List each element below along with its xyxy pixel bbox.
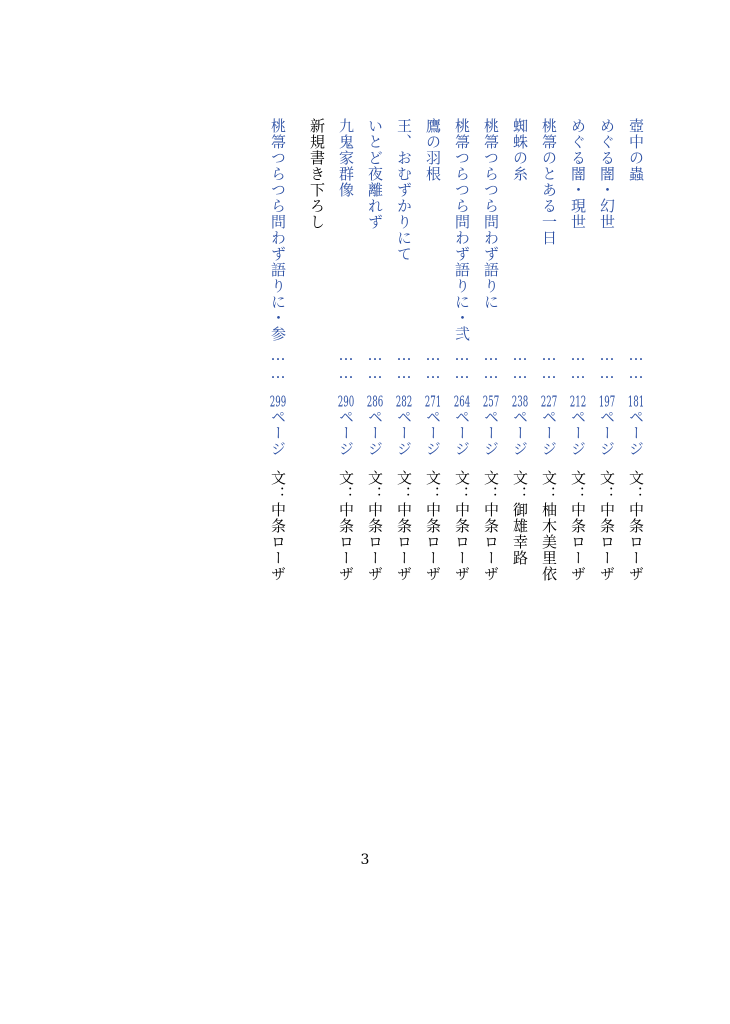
toc-entry bbox=[505, 118, 534, 598]
toc-entry-page-suffix: ページ bbox=[269, 409, 287, 457]
toc-entry-author: 文：中条ローザ bbox=[337, 470, 355, 582]
toc-entry-page-suffix: ページ bbox=[337, 409, 355, 457]
toc-entry-page[interactable] bbox=[534, 394, 563, 457]
toc-entry-page-suffix: ページ bbox=[540, 409, 558, 457]
toc-entry-title[interactable]: めぐる闇・幻世 bbox=[598, 118, 616, 230]
toc-entry bbox=[263, 118, 292, 598]
toc-entry-page[interactable] bbox=[592, 394, 621, 457]
toc-entry-page-suffix: ページ bbox=[627, 409, 645, 457]
toc-entry bbox=[621, 118, 650, 598]
toc-entry-leader: …… bbox=[598, 346, 616, 382]
toc-entry-page[interactable] bbox=[360, 394, 389, 457]
toc-entry-page[interactable] bbox=[263, 394, 292, 457]
toc-entry bbox=[331, 118, 360, 598]
toc-entry-title[interactable]: 壺中の蟲 bbox=[627, 118, 645, 182]
toc-entry bbox=[418, 118, 447, 598]
toc-entry-author: 文：中条ローザ bbox=[269, 470, 287, 582]
toc-entry-author: 文：柚木美里依 bbox=[540, 470, 558, 582]
toc-entry-author: 文：中条ローザ bbox=[366, 470, 384, 582]
toc-entry-title[interactable]: めぐる闇・現世 bbox=[569, 118, 587, 230]
toc-entry bbox=[476, 118, 505, 598]
toc-entry-leader: …… bbox=[366, 346, 384, 382]
toc-entry bbox=[389, 118, 418, 598]
page-number: 3 bbox=[360, 852, 370, 868]
toc-entry-title[interactable]: 鷹の羽根 bbox=[424, 118, 442, 182]
toc-entry-author: 文：中条ローザ bbox=[424, 470, 442, 582]
toc-entry-page-number: 282 bbox=[395, 394, 413, 409]
toc-entry-title[interactable]: いとど夜離れず bbox=[366, 118, 384, 230]
toc-entry-page-suffix: ページ bbox=[424, 409, 442, 457]
toc-entry-leader: …… bbox=[424, 346, 442, 382]
toc-entry-page-suffix: ページ bbox=[569, 409, 587, 457]
toc-entry-title[interactable]: 九鬼家群像 bbox=[337, 118, 355, 198]
toc-entry-leader: …… bbox=[627, 346, 645, 382]
toc-entry-author: 文：中条ローザ bbox=[453, 470, 471, 582]
toc-entry-leader: …… bbox=[453, 346, 471, 382]
toc-entry bbox=[447, 118, 476, 598]
toc-entry-page-suffix: ページ bbox=[511, 409, 529, 457]
toc-entry-title[interactable]: 蜘蛛の糸 bbox=[511, 118, 529, 182]
toc-entry-page-number: 181 bbox=[627, 394, 645, 409]
toc-entry-page-number: 264 bbox=[453, 394, 471, 409]
toc-entry-author: 文：中条ローザ bbox=[395, 470, 413, 582]
toc-entry bbox=[563, 118, 592, 598]
toc-entry-leader: …… bbox=[395, 346, 413, 382]
toc-entry-leader: …… bbox=[569, 346, 587, 382]
toc-entry-page[interactable] bbox=[389, 394, 418, 457]
toc-entry-page-number: 257 bbox=[482, 394, 500, 409]
toc-entry-page-number: 238 bbox=[511, 394, 529, 409]
toc-entry-page-suffix: ページ bbox=[366, 409, 384, 457]
toc-entry-page[interactable] bbox=[476, 394, 505, 457]
toc-entry-page-number: 299 bbox=[269, 394, 287, 409]
table-of-contents bbox=[263, 118, 650, 598]
toc-entry-page[interactable] bbox=[418, 394, 447, 457]
new-section-heading-column bbox=[302, 118, 331, 598]
toc-entry-title[interactable]: 桃箒つらつら問わず語りに bbox=[482, 118, 500, 310]
toc-entry-page-number: 212 bbox=[569, 394, 587, 409]
toc-entry-page[interactable] bbox=[505, 394, 534, 457]
toc-entry-page-suffix: ページ bbox=[598, 409, 616, 457]
toc-entry-author: 文：中条ローザ bbox=[569, 470, 587, 582]
toc-entry bbox=[534, 118, 563, 598]
toc-entry-page-number: 271 bbox=[424, 394, 442, 409]
toc-entry-page[interactable] bbox=[563, 394, 592, 457]
new-section-heading: 新規書き下ろし bbox=[308, 118, 326, 230]
toc-entry-leader: …… bbox=[269, 346, 287, 382]
toc-entry-leader: …… bbox=[511, 346, 529, 382]
toc-entry-page-suffix: ページ bbox=[395, 409, 413, 457]
toc-entry-page-number: 290 bbox=[337, 394, 355, 409]
toc-entry-author: 文：中条ローザ bbox=[598, 470, 616, 582]
toc-entry-page[interactable] bbox=[621, 394, 650, 457]
toc-entry-author: 文：中条ローザ bbox=[627, 470, 645, 582]
toc-entry-leader: …… bbox=[482, 346, 500, 382]
toc-entry-page-suffix: ページ bbox=[482, 409, 500, 457]
toc-entry-title[interactable]: 王、おむずかりにて bbox=[395, 118, 413, 262]
toc-entry-author: 文：御雄幸路 bbox=[511, 470, 529, 566]
toc-entry-title[interactable]: 桃箒つらつら問わず語りに・弐 bbox=[453, 118, 471, 342]
toc-entry-page-number: 286 bbox=[366, 394, 384, 409]
toc-entry-page-number: 227 bbox=[540, 394, 558, 409]
toc-entry-leader: …… bbox=[540, 346, 558, 382]
toc-entry-page[interactable] bbox=[331, 394, 360, 457]
toc-entry bbox=[360, 118, 389, 598]
toc-entry-title[interactable]: 桃箒のとある一日 bbox=[540, 118, 558, 246]
toc-entry-title[interactable]: 桃箒つらつら問わず語りに・参 bbox=[269, 118, 287, 342]
toc-entry-page-number: 197 bbox=[598, 394, 616, 409]
toc-entry bbox=[592, 118, 621, 598]
toc-entry-page[interactable] bbox=[447, 394, 476, 457]
toc-entry-leader: …… bbox=[337, 346, 355, 382]
toc-entry-author: 文：中条ローザ bbox=[482, 470, 500, 582]
toc-entry-page-suffix: ページ bbox=[453, 409, 471, 457]
